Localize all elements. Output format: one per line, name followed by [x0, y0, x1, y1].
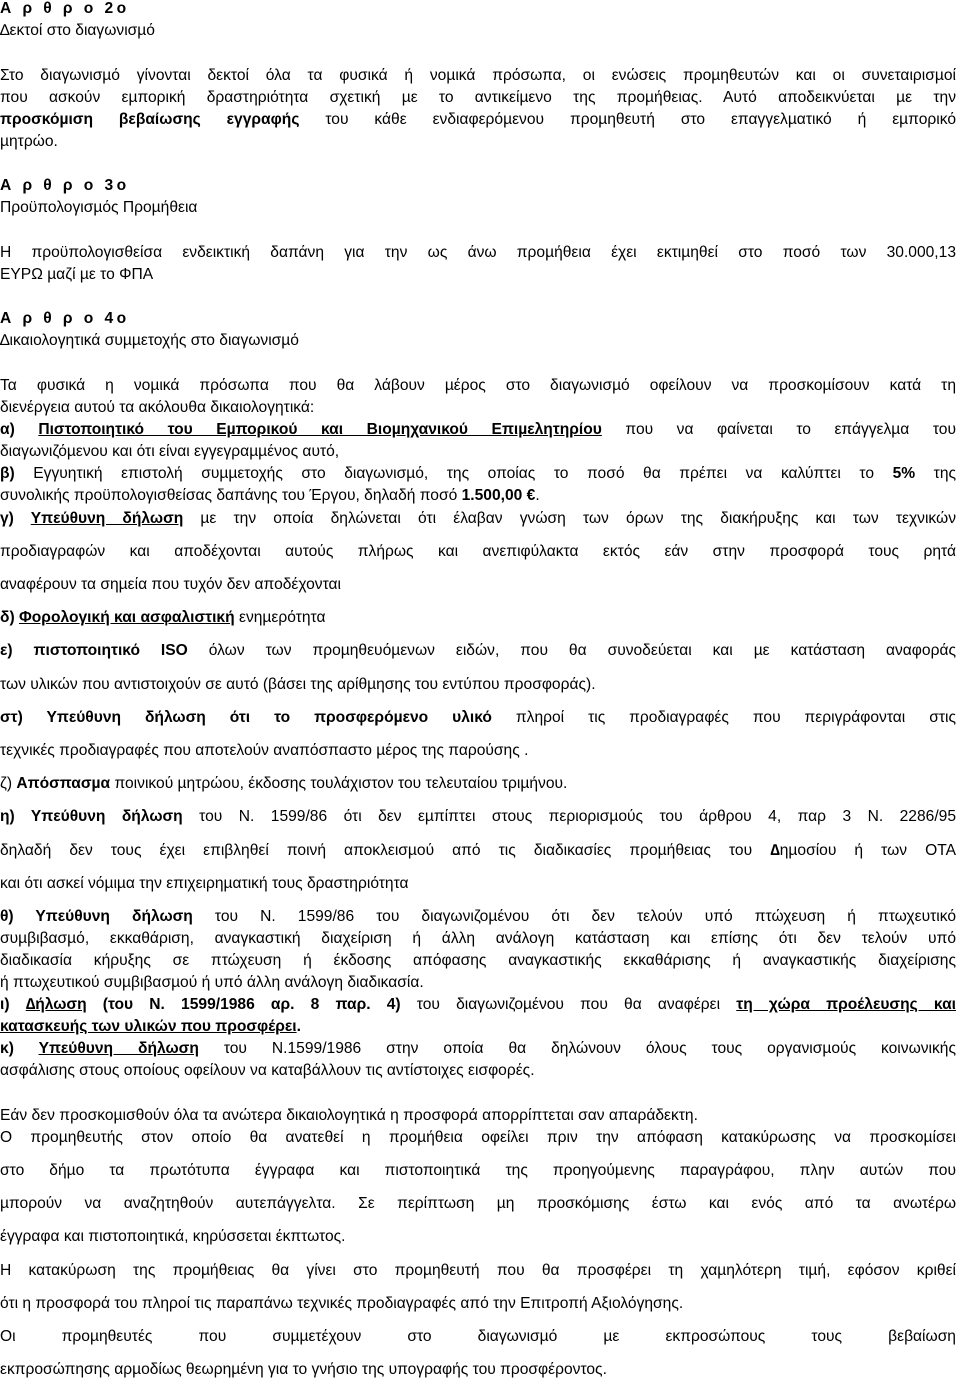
text-run: προσκόµιση βεβαίωσης εγγραφής — [0, 111, 300, 128]
text-line — [0, 1327, 956, 1347]
text-line — [0, 542, 956, 562]
text-run: προδιαγραφών και αποδέχονται αυτούς πλήρως και ανεπιφύλακτα εκτός εάν στην προσφορά τους ρητά — [0, 543, 956, 560]
text-run: ή πτωχευτικού συµβιβασµού ή υπό άλλη ανάλογη διαδικασία. — [0, 974, 424, 991]
text-run: Η προϋπολογισθείσα ενδεικτική δαπάνη για την ως άνω προµήθεια έχει εκτιµηθεί στο ποσό των 30.000,13 — [0, 244, 956, 261]
text-run: Εγγυητική επιστολή συµµετοχής στο διαγωνισµό, της οποίας το ποσό θα πρέπει να καλύπτει το — [14, 465, 893, 482]
text-line — [0, 995, 956, 1015]
text-line — [0, 442, 339, 462]
text-line — [0, 1017, 301, 1037]
text-line — [0, 575, 341, 595]
text-run: δηλαδή δεν τους έχει επιβληθεί ποινή αποκλεισµού από τις διαδικασίες προµήθειας του — [0, 842, 771, 859]
text-line — [0, 198, 197, 218]
text-line — [0, 1128, 956, 1148]
text-run: α) — [0, 421, 39, 438]
text-line — [0, 1294, 683, 1314]
text-line — [0, 1360, 607, 1380]
text-run: Στο διαγωνισµό γίνονται δεκτοί όλα τα φυσικά ή νοµικά πρόσωπα, οι ενώσεις προµηθευτών και οι συνεταιρισµοί — [0, 67, 956, 84]
text-line — [0, 331, 299, 351]
text-line — [0, 675, 596, 695]
text-run: κατασκευής των υλικών που προσφέρει — [0, 1018, 297, 1035]
text-run: 1.500,00 € — [461, 487, 536, 504]
text-line — [0, 309, 130, 329]
text-run: αναφέρουν τα σηµεία που τυχόν δεν αποδέχονται — [0, 576, 342, 593]
text-run: Τα φυσικά η νοµικά πρόσωπα που θα λάβουν µέρος στο διαγωνισµό οφείλουν να προσκοµίσουν κατά τη — [0, 377, 956, 394]
text-run: διαδικασία κήρυξης σε πτώχευση ή έκδοσης απόφασης αναγκαστικής εκκαθάρισης ή αναγκαστικής διαχείρισης — [0, 952, 956, 969]
text-run: (του Ν. 1599/1986 αρ. 8 παρ. 4) — [86, 996, 401, 1013]
text-line — [0, 973, 424, 993]
text-run: στο δήµο τα πρωτότυπα έγγραφα και πιστοποιητικά της προηγούµενης παραγράφου, πλην αυτών που — [0, 1162, 956, 1179]
text-run: ι) — [0, 996, 26, 1013]
text-run: ότι η προσφορά του πληροί τις παραπάνω τεχνικές προδιαγραφές από την Επιτροπή Αξιολόγησης. — [0, 1295, 684, 1312]
text-run: ποινικού µητρώου, έκδοσης τουλάχιστον του τελευταίου τριµήνου. — [110, 775, 568, 792]
text-line — [0, 874, 409, 894]
text-run: πληροί τις προδιαγραφές που περιγράφονται στις — [491, 709, 956, 726]
text-run: Προϋπολογισµός Προµήθεια — [0, 199, 198, 216]
text-line — [0, 807, 956, 827]
text-run: Φορολογική και ασφαλιστική — [18, 609, 235, 626]
text-run: θ) Υπεύθυνη δήλωση — [0, 908, 193, 925]
article-heading: Α ρ θ ρ ο 2ο — [0, 0, 130, 17]
text-run: ε) πιστοποιητικό ISO — [0, 642, 188, 659]
text-run: ζ) — [0, 775, 17, 792]
text-run: ενηµερότητα — [234, 609, 326, 626]
text-line — [0, 0, 130, 19]
text-run: του Ν. 1599/86 ότι δεν εµπίπτει στους περιορισµούς του άρθρου 4, παρ 3 Ν. 2286/95 — [182, 808, 956, 825]
text-line — [0, 951, 956, 971]
text-run: Υπεύθυνη δήλωση — [38, 1040, 199, 1057]
text-line — [0, 1039, 956, 1059]
text-run: ηµοσίου ή των ΟΤΑ — [779, 842, 956, 859]
text-line — [0, 741, 528, 761]
text-run: Πιστοποιητικό του Εµπορικού και Βιοµηχανικού Επιµελητηρίου — [38, 421, 602, 438]
text-run: διαγωνιζόµενου και ότι είναι εγγεγραµµένος αυτό, — [0, 443, 340, 460]
text-run: κ) — [0, 1040, 39, 1057]
text-line — [0, 608, 325, 628]
text-run: που ασκούν εµπορική δραστηριότητα σχετική µε το αντικείµενο της προµήθειας. Αυτό αποδεικνύεται µε την — [0, 89, 956, 106]
text-run: Ο προµηθευτής στον οποίο θα ανατεθεί η προµήθεια οφείλει πριν την απόφαση κατακύρωσης να προσκοµίσει — [0, 1129, 956, 1146]
text-run: του Ν.1599/1986 στην οποία θα δηλώνουν όλους τους οργανισµούς κοινωνικής — [198, 1040, 956, 1057]
text-run: Η κατακύρωση της προµήθειας θα γίνει στο προµηθευτή που θα προσφέρει τη χαµηλότερη τιµή, εφόσον κριθεί — [0, 1262, 956, 1279]
text-line — [0, 110, 956, 130]
article-heading: Α ρ θ ρ ο 4ο — [0, 310, 130, 327]
text-run: 5% — [892, 465, 916, 482]
text-line — [0, 907, 956, 927]
text-line — [0, 1194, 956, 1214]
text-line — [0, 1227, 345, 1247]
text-run: του διαγωνιζοµένου που θα αναφέρει — [400, 996, 737, 1013]
text-run: και ότι ασκεί νόµιµα την επιχειρηµατική τους δραστηριότητα — [0, 875, 409, 892]
text-line — [0, 398, 314, 418]
text-run: έγγραφα και πιστοποιητικά, κηρύσσεται έκπτωτος. — [0, 1228, 346, 1245]
text-line — [0, 509, 956, 529]
text-line — [0, 243, 956, 263]
text-run: δ) — [0, 609, 19, 626]
text-run: β) — [0, 465, 15, 482]
text-run: µε την οποία δηλώνεται ότι έλαβαν γνώση των όρων της διακήρυξης και των τεχνικών — [183, 510, 957, 527]
text-line — [0, 641, 956, 661]
text-run: . — [535, 487, 540, 504]
text-run: ΕΥΡΩ µαζί µε το ΦΠΑ — [0, 266, 154, 283]
text-run: µπορούν να αναζητηθούν αυτεπάγγελτα. Σε περίπτωση µη προσκόµισης έστω και ενός από τα ανωτέρω — [0, 1195, 956, 1212]
text-run: Οι προµηθευτές που συµµετέχουν στο διαγωνισµό µε εκπροσώπους τους βεβαίωση — [0, 1328, 956, 1345]
text-run: ∆εκτοί στο διαγωνισµό — [0, 22, 155, 39]
text-run: Υπεύθυνη δήλωση — [30, 510, 184, 527]
text-line — [0, 486, 540, 506]
text-run: µητρώο. — [0, 133, 58, 150]
text-line — [0, 21, 155, 41]
text-run: όλων των προµηθευόµενων ειδών, που θα συνοδεύεται και µε κατάσταση αναφοράς — [187, 642, 956, 659]
text-line — [0, 176, 130, 196]
text-run: τη χώρα προέλευσης και — [736, 996, 956, 1013]
text-line — [0, 841, 956, 861]
text-run: στ) Υπεύθυνη δήλωση ότι το προσφερόµενο υλικό — [0, 709, 492, 726]
text-line — [0, 464, 956, 484]
text-line — [0, 376, 956, 396]
text-run: συµβιβασµό, εκκαθάριση, αναγκαστική διαχείριση ή άλλη ανάλογη κατάσταση και επίσης ότι δεν τελούν υπό — [0, 930, 956, 947]
text-run: τεχνικές προδιαγραφές που αποτελούν αναπόσπαστο µέρος της παρούσης . — [0, 742, 529, 759]
text-run: συνολικής προϋπολογισθείσας δαπάνης του Έργου, δηλαδή ποσό — [0, 487, 462, 504]
text-run: του κάθε ενδιαφερόµενου προµηθευτή στο επαγγελµατικό ή εµπορικό — [299, 111, 956, 128]
text-run: των υλικών που αντιστοιχούν σε αυτό (βάσει της αρίθµησης του εντύπου προσφοράς). — [0, 676, 596, 693]
text-line — [0, 132, 58, 152]
text-run: Εάν δεν προσκοµισθούν όλα τα ανώτερα δικαιολογητικά η προσφορά απορρίπτεται σαν απαράδεκτη. — [0, 1107, 698, 1124]
text-line — [0, 1261, 956, 1281]
text-line — [0, 774, 567, 794]
text-run: διενέργεια αυτού τα ακόλουθα δικαιολογητικά: — [0, 399, 315, 416]
text-run: ∆ήλωση — [25, 996, 87, 1013]
text-line — [0, 1161, 956, 1181]
text-line — [0, 88, 956, 108]
text-run: . — [296, 1018, 301, 1035]
text-run: η) Υπεύθυνη δήλωση — [0, 808, 183, 825]
text-run: ασφάλισης στους οποίους οφείλουν να καταβάλλουν τις αντίστοιχες εισφορές. — [0, 1062, 535, 1079]
text-line — [0, 1106, 698, 1126]
text-run: ∆ — [770, 842, 780, 859]
article-heading: Α ρ θ ρ ο 3ο — [0, 177, 130, 194]
text-run: που να φαίνεται το επάγγελµα του — [601, 421, 956, 438]
text-line — [0, 708, 956, 728]
text-line — [0, 420, 956, 440]
text-line — [0, 929, 956, 949]
text-run: γ) — [0, 510, 31, 527]
text-line — [0, 265, 153, 285]
text-run: της — [915, 465, 957, 482]
text-run: ∆ικαιολογητικά συµµετοχής στο διαγωνισµό — [0, 332, 299, 349]
text-line — [0, 1061, 535, 1081]
text-run: εκπροσώπησης αρµοδίως θεωρηµένη για το γνήσιο της υπογραφής του προσφέροντος. — [0, 1361, 607, 1378]
text-run: του Ν. 1599/86 του διαγωνιζοµένου ότι δεν τελούν υπό πτώχευση ή πτωχευτικό — [192, 908, 956, 925]
text-run: Απόσπασµα — [16, 775, 111, 792]
text-line — [0, 66, 956, 86]
